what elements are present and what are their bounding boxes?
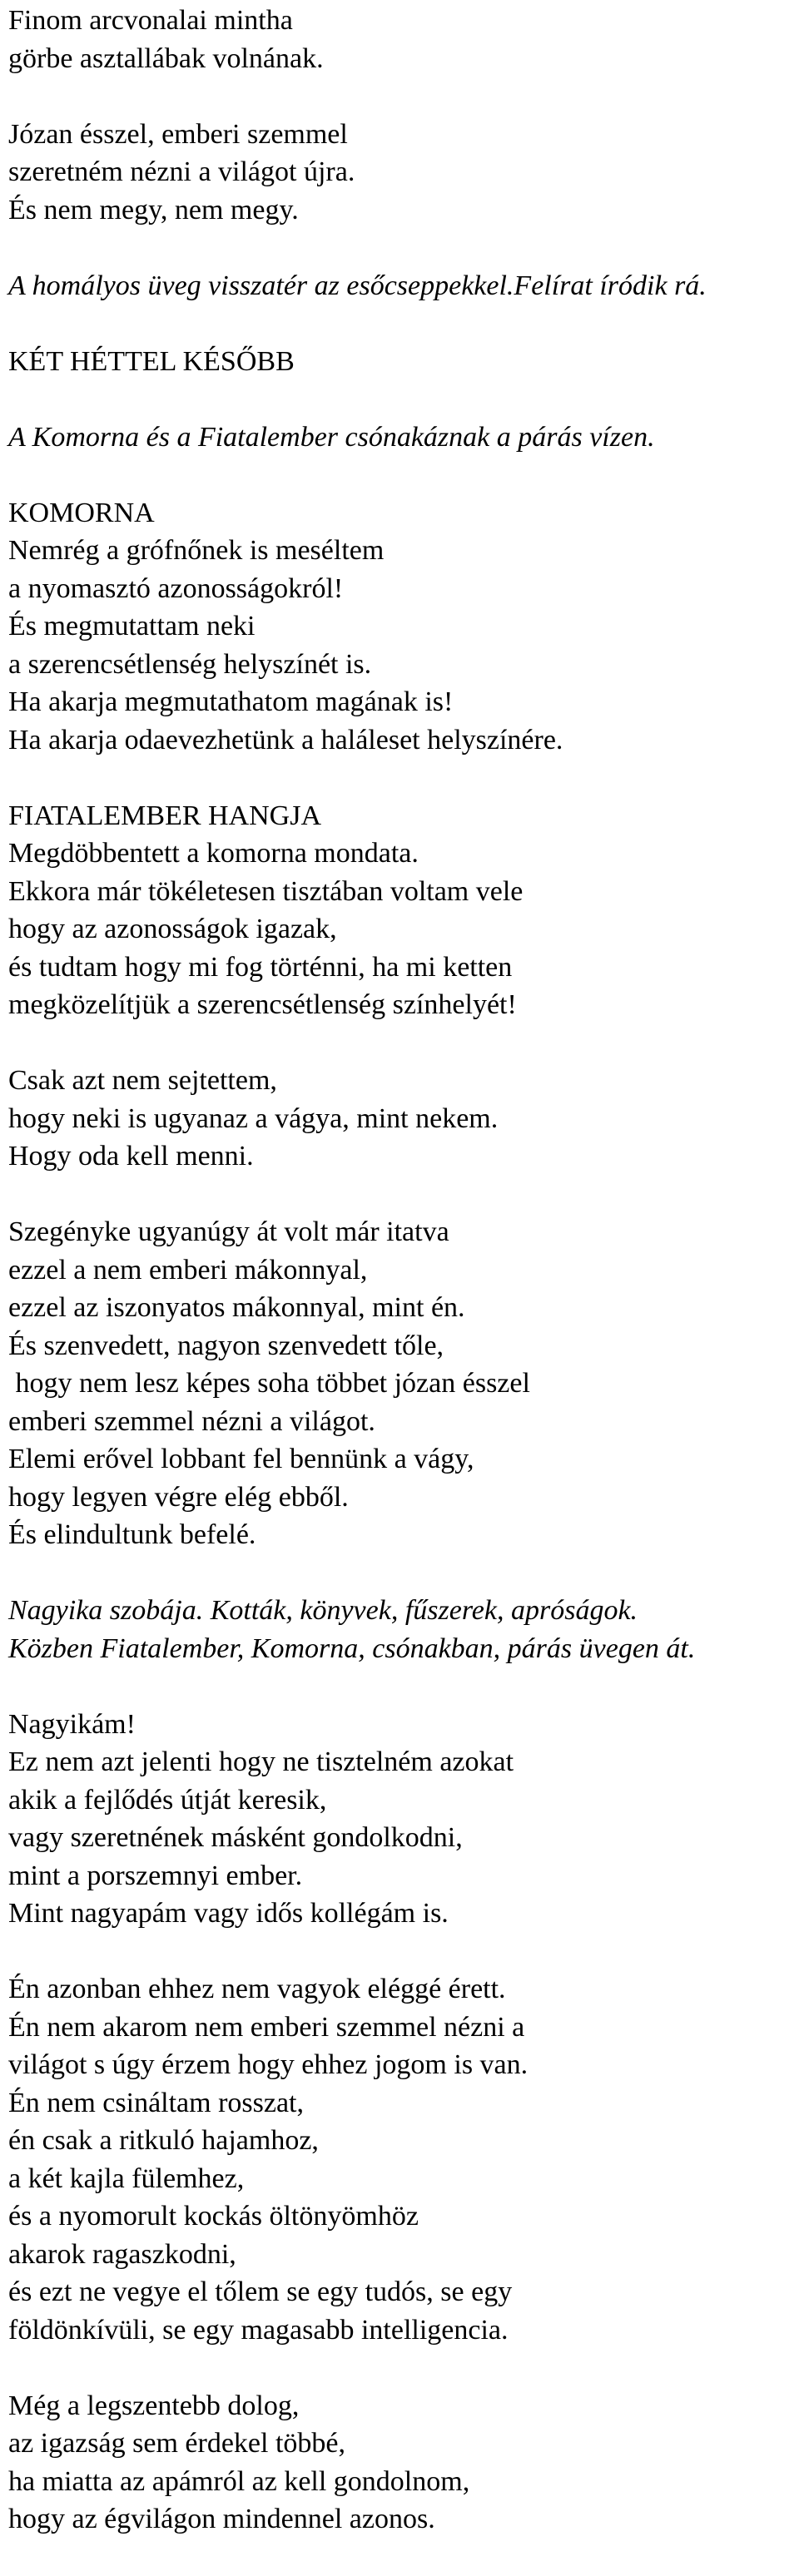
- text-line: a nyomasztó azonosságokról!: [8, 572, 344, 604]
- text-line: akarok ragaszkodni,: [8, 2238, 236, 2270]
- text-line: Elemi erővel lobbant fel bennünk a vágy,: [8, 1444, 474, 1474]
- text-line: földönkívüli, se egy magasabb intelligencia.: [8, 2314, 509, 2346]
- text-line: világot s úgy érzem hogy ehhez jogom is van.: [8, 2049, 529, 2080]
- text-line: Közben Fiatalember, Komorna, csónakban, párás üvegen át.: [8, 1632, 696, 1664]
- text-line: Mint nagyapám vagy idős kollégám is.: [8, 1898, 449, 1929]
- text-line: FIATALEMBER HANGJA: [8, 800, 322, 831]
- text-line: hogy neki is ugyanaz a vágya, mint nekem.: [8, 1102, 499, 1134]
- text-line: Csak azt nem sejtettem,: [8, 1065, 277, 1096]
- text-line: a szerencsétlenség helyszínét is.: [8, 648, 372, 680]
- text-stanza: [8, 494, 791, 760]
- text-line: ezzel az iszonyatos mákonnyal, mint én.: [8, 1292, 465, 1323]
- text-line: Szegényke ugyanúgy át volt már itatva: [8, 1216, 449, 1247]
- text-line: Ha akarja odaevezhetünk a haláleset helyszínére.: [8, 724, 563, 755]
- text-line: Megdöbbentett a komorna mondata.: [8, 838, 419, 869]
- text-line: Nagyika szobája. Kották, könyvek, fűszerek, apróságok.: [8, 1595, 638, 1626]
- stage-direction: [8, 267, 791, 305]
- text-line: hogy legyen végre elég ebből.: [8, 1481, 349, 1513]
- text-line: Józan ésszel, emberi szemmel: [8, 118, 348, 150]
- text-line: KOMORNA: [8, 497, 155, 528]
- text-line: És nem megy, nem megy.: [8, 194, 299, 225]
- text-line: Én nem akarom nem emberi szemmel nézni a: [8, 2011, 525, 2043]
- text-line: Finom arcvonalai mintha: [8, 5, 293, 36]
- text-line: Hogy oda kell menni.: [8, 1141, 254, 1172]
- text-line: mint a porszemnyi ember.: [8, 1860, 303, 1891]
- text-line: hogy az égvilágon mindennel azonos.: [8, 2504, 435, 2534]
- text-line: A Komorna és a Fiatalember csónakáznak a párás vízen.: [8, 421, 655, 453]
- text-line: Nemrég a grófnőnek is meséltem: [8, 535, 385, 566]
- text-line: hogy az azonosságok igazak,: [8, 914, 337, 944]
- text-line: És megmutattam neki: [8, 611, 256, 642]
- text-line: Még a legszentebb dolog,: [8, 2390, 300, 2421]
- stage-direction: [8, 419, 791, 457]
- text-line: és ezt ne vegye el tőlem se egy tudós, se egy: [8, 2276, 513, 2307]
- text-line: megközelítjük a szerencsétlenség színhelyét!: [8, 989, 517, 1020]
- text-stanza: [8, 797, 791, 1024]
- text-stanza: [8, 1706, 791, 1933]
- text-line: Ez nem azt jelenti hogy ne tisztelném azokat: [8, 1746, 514, 1777]
- text-line: És elindultunk befelé.: [8, 1519, 256, 1550]
- text-stanza: [8, 1970, 791, 2349]
- text-stanza: [8, 116, 791, 230]
- text-line: a két kajla fülemhez,: [8, 2162, 245, 2194]
- text-line: ezzel a nem emberi mákonnyal,: [8, 1254, 368, 1286]
- text-stanza: [8, 1213, 791, 1554]
- text-stanza: [8, 2, 791, 77]
- text-line: És szenvedett, nagyon szenvedett tőle,: [8, 1330, 444, 1361]
- text-line: Ekkora már tökéletesen tisztában voltam vele: [8, 875, 524, 907]
- text-line: és a nyomorult kockás öltönyömhöz: [8, 2201, 419, 2232]
- text-stanza: [8, 1062, 791, 1176]
- text-line: hogy nem lesz képes soha többet józan ésszel: [8, 1368, 530, 1399]
- text-line: vagy szeretnének másként gondolkodni,: [8, 1822, 463, 1853]
- text-line: Én nem csináltam rosszat,: [8, 2087, 305, 2118]
- text-line: az igazság sem érdekel többé,: [8, 2428, 345, 2459]
- text-line: ha miatta az apámról az kell gondolnom,: [8, 2465, 470, 2497]
- text-line: emberi szemmel nézni a világot.: [8, 1405, 375, 1437]
- text-line: Én azonban ehhez nem vagyok eléggé érett.: [8, 1974, 506, 2004]
- text-line: szeretném nézni a világot újra.: [8, 156, 355, 187]
- document-page: [8, 2, 791, 2576]
- stage-direction: [8, 1592, 791, 1667]
- text-line: én csak a ritkuló hajamhoz,: [8, 2125, 319, 2156]
- text-line: A homályos üveg visszatér az esőcseppekkel.Felírat íródik rá.: [8, 270, 707, 301]
- text-line: Nagyikám!: [8, 1708, 136, 1740]
- text-line: Ha akarja megmutathatom magának is!: [8, 686, 454, 717]
- text-line: akik a fejlődés útját keresik,: [8, 1784, 327, 1816]
- text-stanza: [8, 2387, 791, 2539]
- text-line: KÉT HÉTTEL KÉSŐBB: [8, 345, 295, 377]
- text-line: görbe asztallábak volnának.: [8, 42, 324, 74]
- text-stanza: [8, 343, 791, 381]
- text-line: és tudtam hogy mi fog történni, ha mi ketten: [8, 951, 513, 983]
